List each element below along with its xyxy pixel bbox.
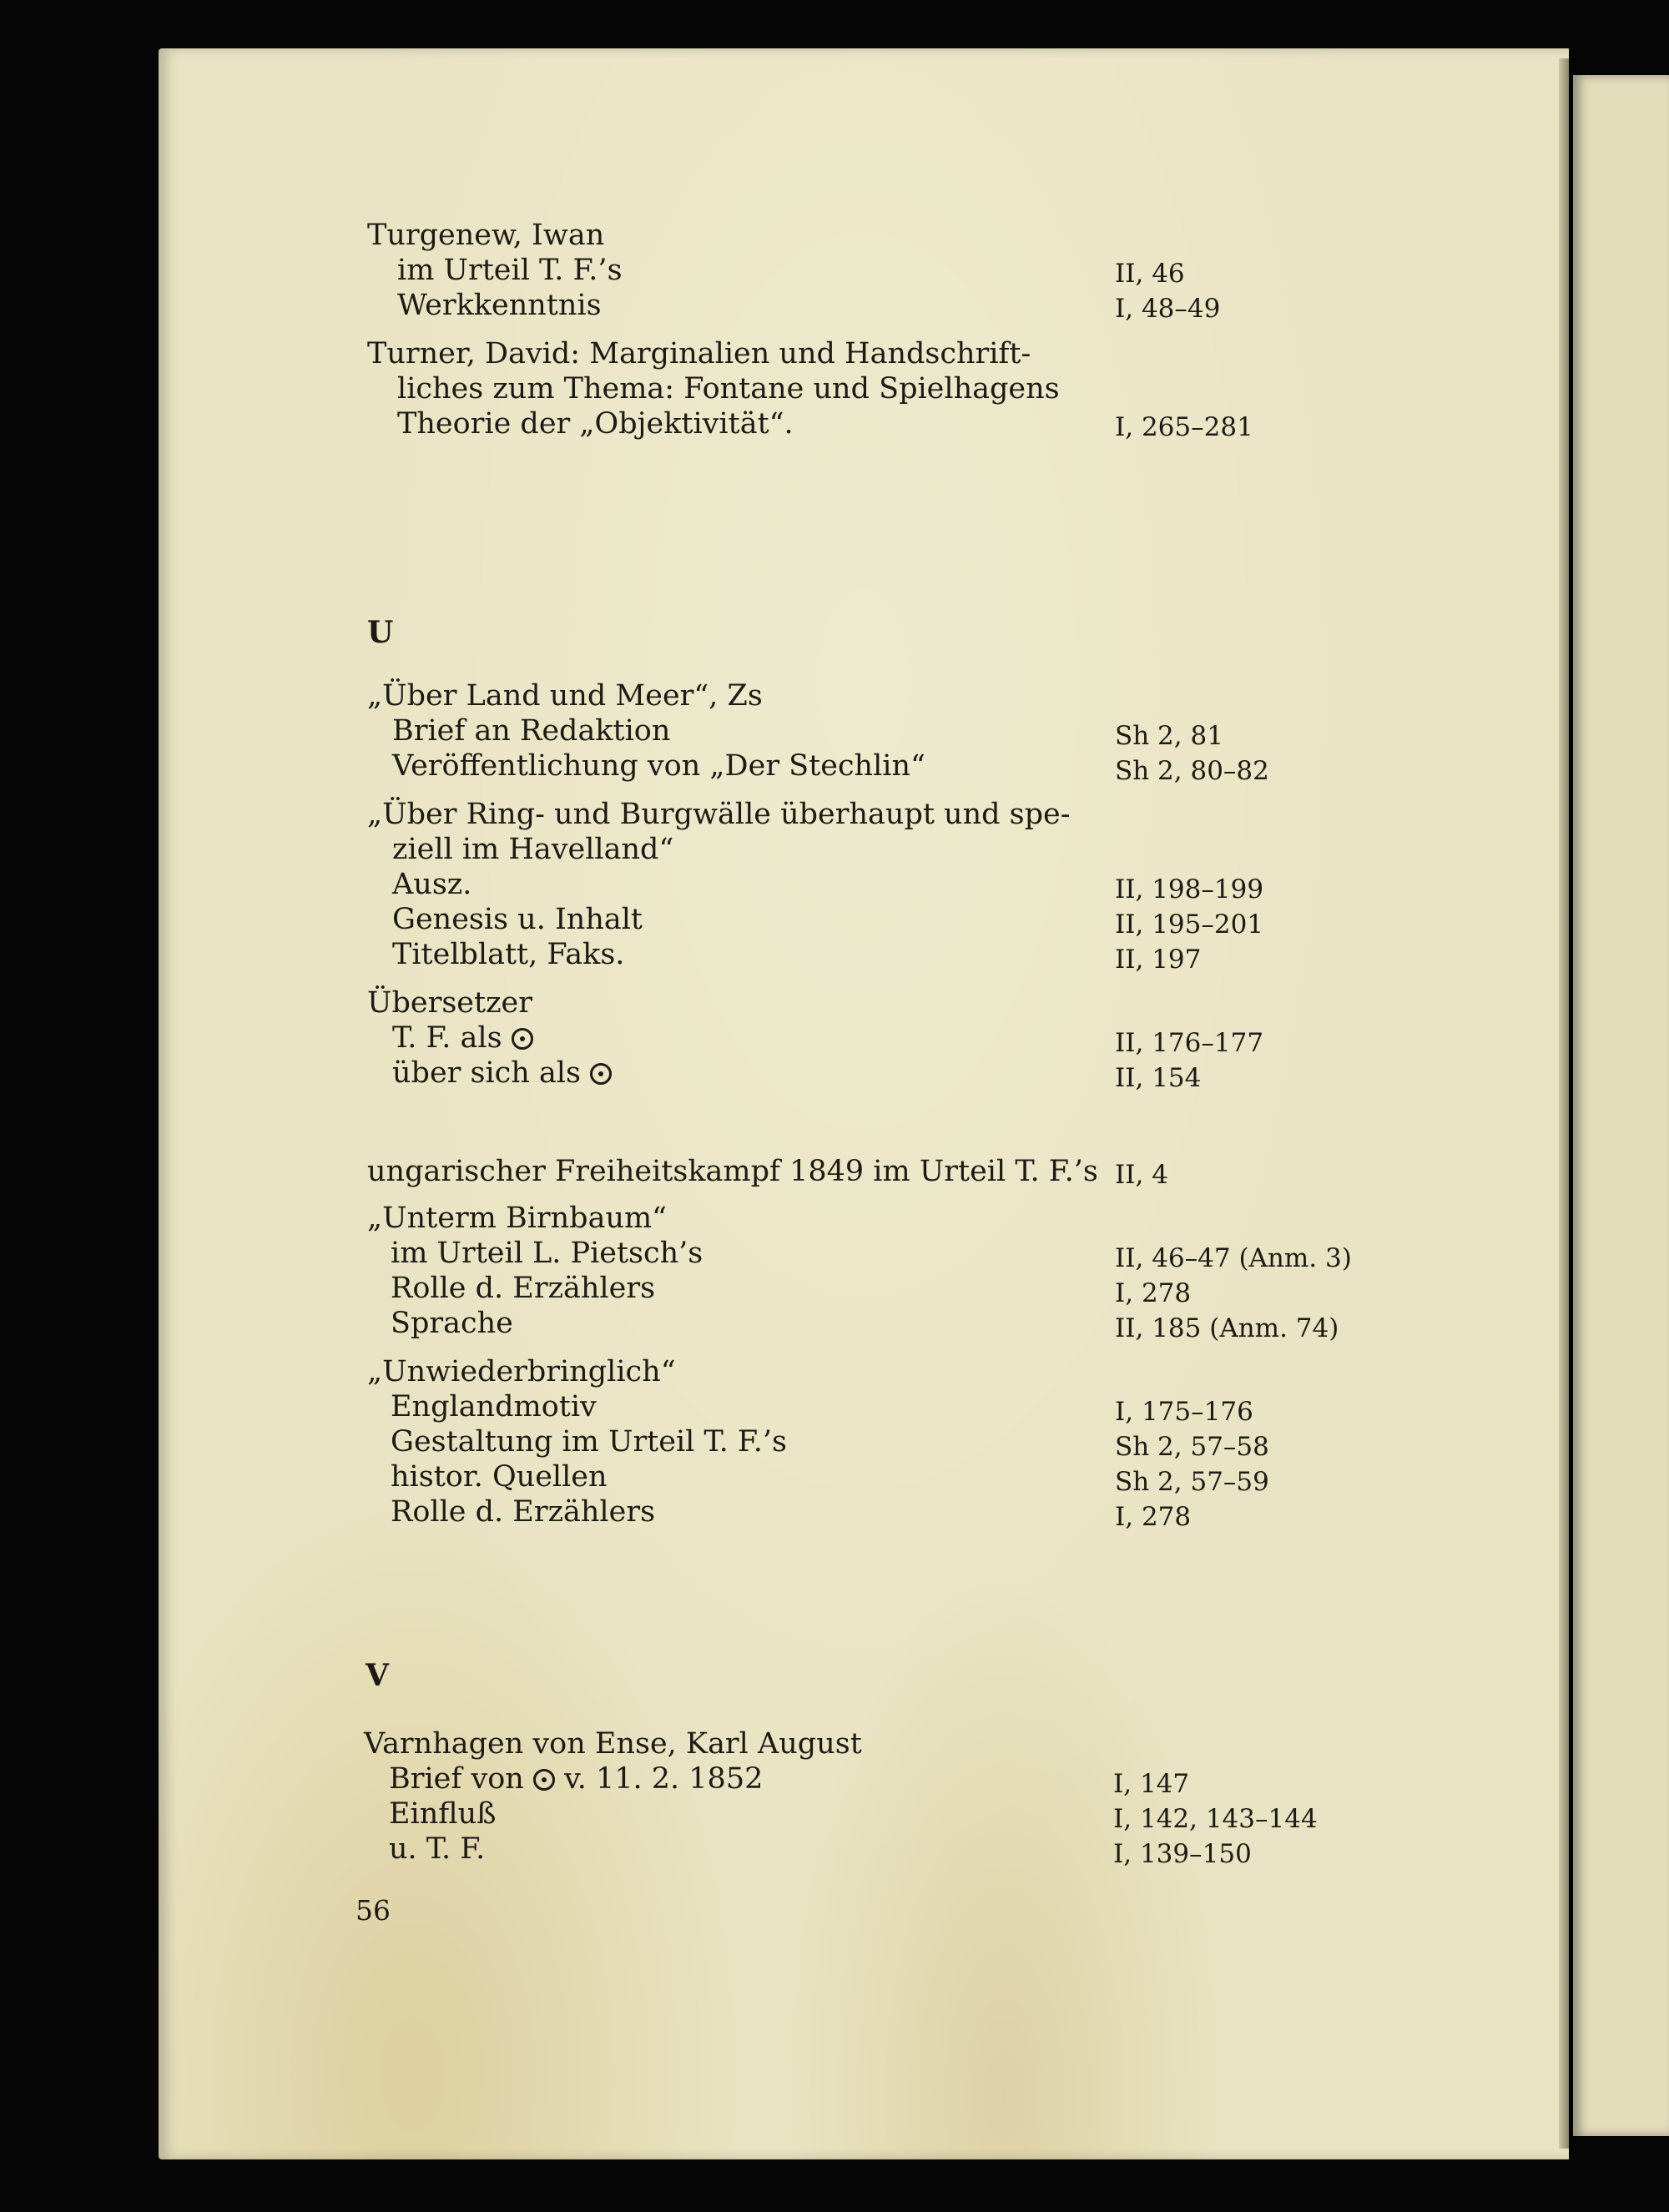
index-subentry: Gestaltung im Urteil T. F.’s [391, 1425, 787, 1459]
page-reference: II, 154 [1115, 1063, 1202, 1093]
index-entry-continued: Theorie der „Objektivität“. [397, 407, 794, 441]
page-reference: I, 139–150 [1113, 1839, 1252, 1869]
index-entry: „Über Land und Meer“, Zs [367, 679, 763, 713]
section-letter-v: V [366, 1658, 389, 1693]
page-edge [1559, 58, 1569, 2149]
page-reference: Sh 2, 81 [1115, 721, 1223, 751]
page-reference: I, 175–176 [1115, 1397, 1253, 1427]
index-subentry: Rolle d. Erzählers [391, 1495, 656, 1529]
page-reference: II, 185 (Anm. 74) [1115, 1313, 1339, 1343]
index-subentry: u. T. F. [389, 1832, 486, 1866]
index-entry-continued: ziell im Havelland“ [392, 833, 674, 866]
page-number: 56 [355, 1894, 391, 1927]
index-subentry: Rolle d. Erzählers [391, 1272, 656, 1305]
fontane-circle-symbol-icon [590, 1063, 612, 1085]
index-subentry: Sprache [391, 1307, 513, 1340]
page-reference: II, 46 [1115, 259, 1185, 289]
index-entry: Übersetzer [367, 986, 532, 1020]
subentry-text: über sich als [392, 1056, 581, 1090]
index-entry: „Über Ring- und Burgwälle überhaupt und spe- [367, 798, 1071, 831]
index-subentry: im Urteil L. Pietsch’s [391, 1237, 703, 1270]
index-entry: Turgenew, Iwan [367, 219, 605, 252]
index-subentry: Werkkenntnis [397, 289, 602, 322]
index-subentry: Ausz. [392, 868, 472, 901]
page-reference: II, 198–199 [1115, 874, 1264, 904]
subentry-text: T. F. als [392, 1021, 502, 1055]
index-subentry: Genesis u. Inhalt [392, 903, 643, 936]
page-reference: I, 142, 143–144 [1113, 1804, 1318, 1834]
page-reference: Sh 2, 57–58 [1115, 1432, 1269, 1462]
index-entry-continued: liches zum Thema: Fontane und Spielhagens [397, 372, 1060, 406]
page-reference: I, 48–49 [1115, 294, 1221, 324]
index-content [159, 48, 1569, 2159]
index-subentry: Einfluß [389, 1797, 497, 1831]
index-entry: „Unterm Birnbaum“ [367, 1202, 668, 1235]
index-subentry: Brief an Redaktion [392, 714, 671, 748]
index-subentry: Veröffentlichung von „Der Stechlin“ [392, 749, 925, 783]
index-entry: Varnhagen von Ense, Karl August [364, 1727, 862, 1761]
index-subentry [392, 1021, 533, 1055]
fontane-circle-symbol-icon [533, 1769, 555, 1791]
page-reference: II, 197 [1115, 945, 1202, 975]
index-subentry [392, 1056, 612, 1090]
page-reference: II, 46–47 (Anm. 3) [1115, 1243, 1352, 1273]
index-entry: ungarischer Freiheitskampf 1849 im Urteil T. F.’s [367, 1155, 1098, 1188]
fontane-circle-symbol-icon [512, 1028, 533, 1050]
index-subentry: im Urteil T. F.’s [397, 254, 623, 287]
page-reference: Sh 2, 57–59 [1115, 1467, 1269, 1497]
page-reference: Sh 2, 80–82 [1115, 756, 1269, 786]
book-page [159, 48, 1569, 2159]
index-entry: Turner, David: Marginalien und Handschrift- [367, 337, 1031, 370]
page-reference: I, 278 [1115, 1502, 1192, 1532]
index-subentry: histor. Quellen [391, 1460, 608, 1494]
page-reference: II, 195–201 [1115, 909, 1264, 940]
page-reference: II, 176–177 [1115, 1028, 1264, 1058]
index-subentry: Englandmotiv [391, 1390, 597, 1423]
page-reference: I, 147 [1113, 1769, 1190, 1799]
index-subentry: Titelblatt, Faks. [392, 938, 625, 971]
index-subentry [389, 1762, 763, 1796]
subentry-date: v. 11. 2. 1852 [564, 1762, 764, 1796]
page-reference: I, 278 [1115, 1278, 1192, 1308]
subentry-text: Brief von [389, 1762, 524, 1796]
page-reference: I, 265–281 [1115, 412, 1253, 442]
adjacent-page-edge [1573, 75, 1669, 2136]
page-reference: II, 4 [1115, 1160, 1168, 1190]
index-entry: „Unwiederbringlich“ [367, 1355, 676, 1388]
section-letter-u: U [367, 615, 394, 650]
